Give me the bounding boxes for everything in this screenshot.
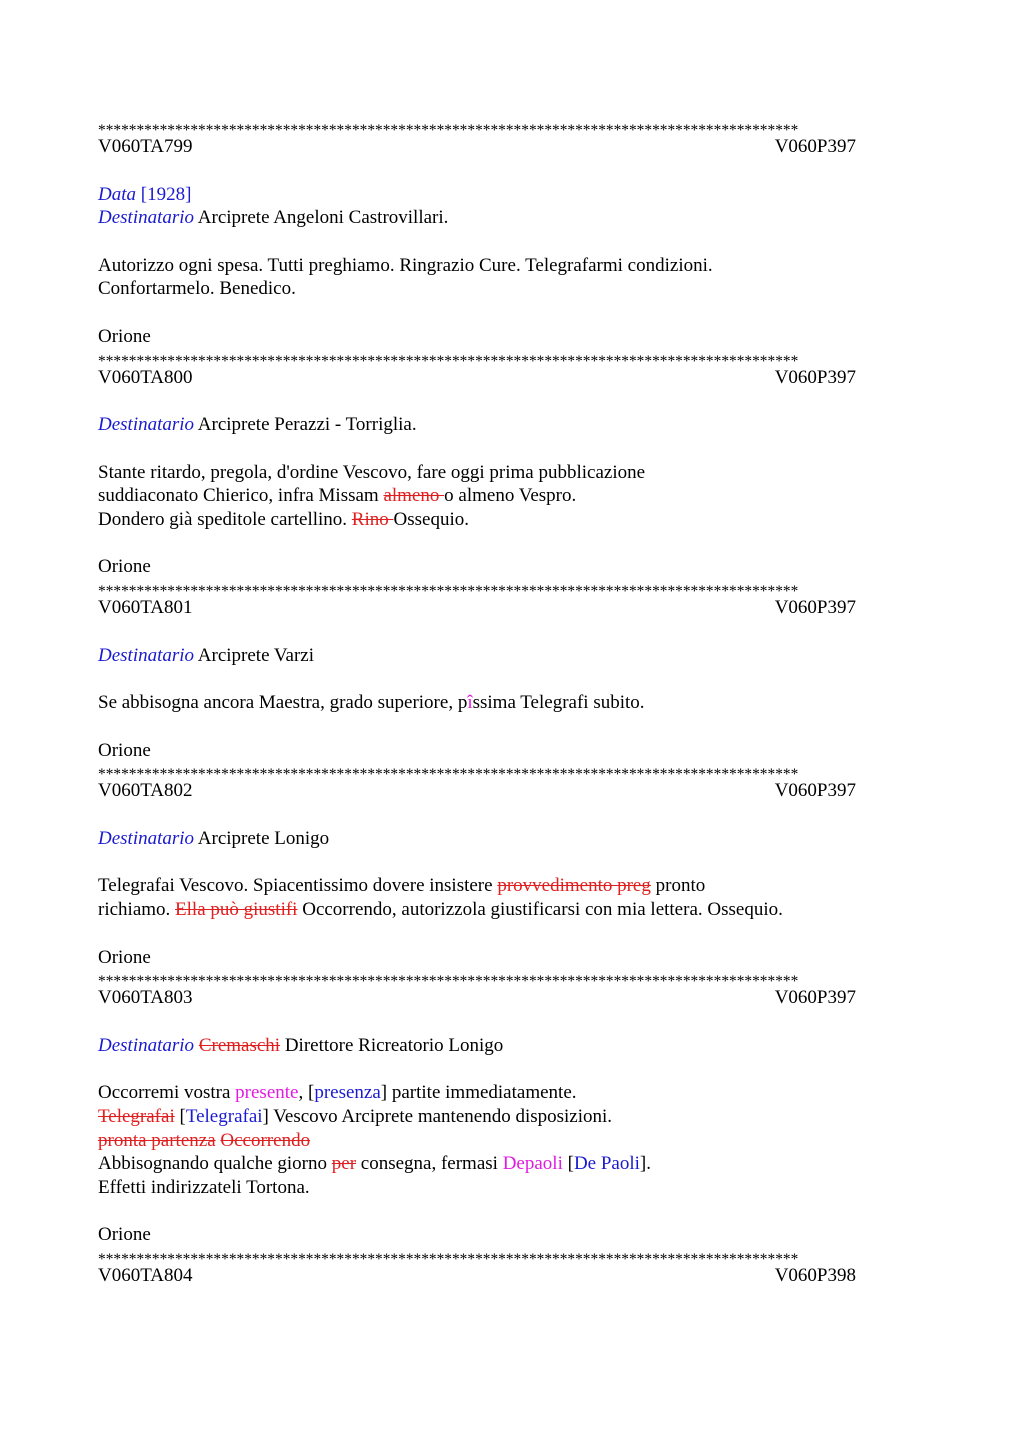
recipient-label: Destinatario xyxy=(98,207,195,229)
page-ref: V060P397 xyxy=(774,366,856,388)
text: consegna, fermasi xyxy=(356,1153,503,1175)
recipient-label: Destinatario xyxy=(98,644,195,666)
body-line xyxy=(98,508,928,532)
recipient-line xyxy=(98,644,928,668)
body-line: Effetti indirizzateli Tortona. xyxy=(98,1177,310,1199)
recipient-line xyxy=(98,206,928,230)
entry-id: V060TA804 xyxy=(98,1265,193,1287)
marked-text: presente xyxy=(235,1082,299,1104)
text: Dondero già speditole cartellino. xyxy=(98,509,352,531)
page-ref: V060P397 xyxy=(774,987,856,1009)
recipient-line xyxy=(98,413,928,437)
recipient-label: Destinatario xyxy=(98,414,195,436)
separator: ******************************************************************************************* xyxy=(98,973,799,987)
text: Se abbisogna ancora Maestra, grado superiore, p xyxy=(98,692,468,714)
page-ref: V060P397 xyxy=(774,780,856,802)
body-line xyxy=(98,898,928,922)
body-line xyxy=(98,874,928,898)
correction-text: Telegrafai xyxy=(185,1105,263,1127)
page-ref: V060P397 xyxy=(774,136,856,157)
text: Ossequio. xyxy=(393,509,469,531)
marked-text: Depaoli xyxy=(502,1153,563,1175)
body-line xyxy=(98,691,928,715)
separator: ******************************************************************************************* xyxy=(98,766,799,780)
entry-header xyxy=(98,135,856,159)
deleted-text: Telegrafai xyxy=(98,1105,175,1127)
text: ] partite immediatamente. xyxy=(380,1082,577,1104)
entry-id: V060TA803 xyxy=(98,987,193,1009)
body-line xyxy=(98,484,928,508)
page-ref: V060P398 xyxy=(774,1265,856,1287)
body-line xyxy=(98,1129,928,1153)
deleted-text: Ella può giustifi xyxy=(175,899,298,921)
deleted-text: provvedimento preg xyxy=(497,875,651,897)
separator: ******************************************************************************************* xyxy=(98,1251,799,1265)
entry-id: V060TA800 xyxy=(98,366,193,388)
entry-id: V060TA801 xyxy=(98,597,193,619)
correction-text: De Paoli xyxy=(573,1153,640,1175)
marked-text: î xyxy=(467,692,473,714)
entry-header xyxy=(98,596,856,620)
deleted-text: Cremaschi xyxy=(198,1034,281,1056)
date-line xyxy=(98,183,928,207)
body-line: Confortarmelo. Benedico. xyxy=(98,278,296,300)
entry-header xyxy=(98,1264,856,1288)
recipient-value: Direttore Ricreatorio Lonigo xyxy=(280,1034,504,1056)
document-page xyxy=(98,118,928,1288)
text: Abbisognando qualche giorno xyxy=(98,1153,332,1175)
recipient-label: Destinatario xyxy=(98,1034,195,1056)
body-line xyxy=(98,1105,928,1129)
text: richiamo. xyxy=(98,899,176,921)
deleted-text: pronta partenza xyxy=(98,1129,216,1151)
signature: Orione xyxy=(98,739,151,761)
text: o almeno Vespro. xyxy=(444,485,577,507)
recipient-label: Destinatario xyxy=(98,828,195,850)
separator: ******************************************************************************************* xyxy=(98,122,799,135)
deleted-text: Rino xyxy=(351,509,394,531)
recipient-line xyxy=(98,1034,928,1058)
text: ] Vescovo Arciprete mantenendo disposizioni. xyxy=(262,1105,613,1127)
recipient-line xyxy=(98,827,928,851)
signature: Orione xyxy=(98,325,151,347)
correction-text: presenza xyxy=(314,1082,381,1104)
text: , [ xyxy=(298,1082,315,1104)
recipient-value: Arciprete Perazzi - Torriglia. xyxy=(197,414,417,436)
separator: ******************************************************************************************* xyxy=(98,583,799,597)
deleted-text: Occorrendo xyxy=(220,1129,311,1151)
text: [ xyxy=(174,1105,186,1127)
entry-id: V060TA802 xyxy=(98,780,193,802)
recipient-value: Arciprete Varzi xyxy=(197,644,314,666)
page-ref: V060P397 xyxy=(774,597,856,619)
entry-header xyxy=(98,366,856,390)
text: ]. xyxy=(639,1153,651,1175)
text: Occorrendo, autorizzola giustificarsi con mia lettera. Ossequio. xyxy=(297,899,783,921)
date-label: Data xyxy=(98,183,136,205)
body-line xyxy=(98,1152,928,1176)
date-value: [1928] xyxy=(140,183,192,205)
entry-header xyxy=(98,986,856,1010)
recipient-value: Arciprete Angeloni Castrovillari. xyxy=(197,207,449,229)
deleted-text: per xyxy=(331,1153,357,1175)
body-line: Stante ritardo, pregola, d'ordine Vescovo, fare oggi prima pubblicazione xyxy=(98,461,646,483)
separator: ******************************************************************************************* xyxy=(98,352,799,366)
body-line xyxy=(98,1081,928,1105)
text: Occorremi vostra xyxy=(98,1082,236,1104)
entry-header xyxy=(98,779,856,803)
entry-id: V060TA799 xyxy=(98,136,193,157)
body-line: Autorizzo ogni spesa. Tutti preghiamo. Ringrazio Cure. Telegrafarmi condizioni. xyxy=(98,254,713,276)
signature: Orione xyxy=(98,946,151,968)
signature: Orione xyxy=(98,1224,151,1246)
deleted-text: almeno xyxy=(383,485,445,507)
text: ssima Telegrafi subito. xyxy=(472,692,645,714)
text: [ xyxy=(562,1153,574,1175)
text: Telegrafai Vescovo. Spiacentissimo dovere insistere xyxy=(98,875,498,897)
signature: Orione xyxy=(98,556,151,578)
text: suddiaconato Chierico, infra Missam xyxy=(98,485,384,507)
recipient-value: Arciprete Lonigo xyxy=(197,828,330,850)
text: pronto xyxy=(650,875,706,897)
